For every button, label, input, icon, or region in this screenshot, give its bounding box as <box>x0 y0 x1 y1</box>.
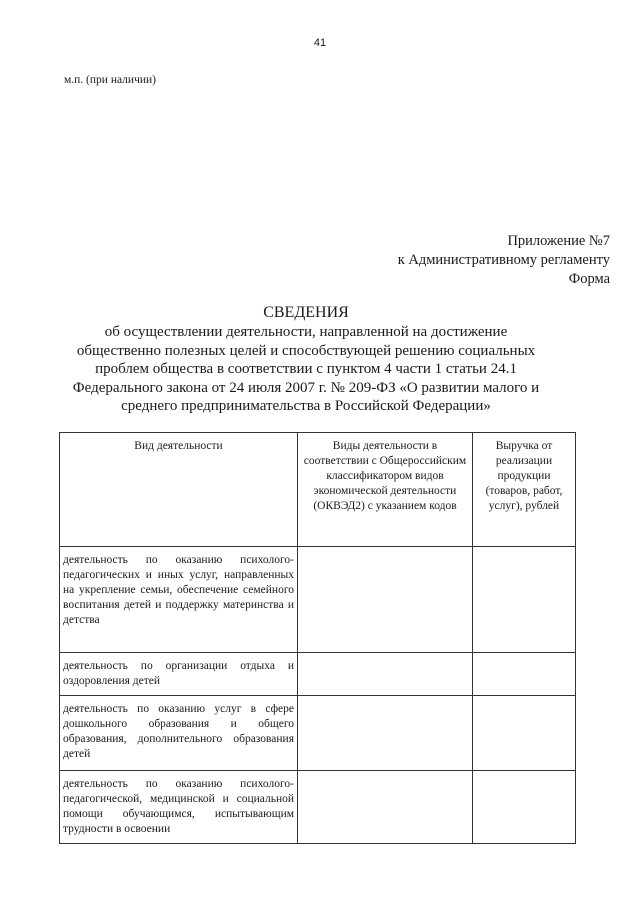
revenue-cell[interactable] <box>473 771 576 844</box>
header-okved: Виды деятельности в соответствии с Общероссийским классификатором видов экономической деятельности (ОКВЭД2) с указанием кодов <box>298 433 473 547</box>
revenue-cell[interactable] <box>473 696 576 771</box>
table-row <box>60 653 576 696</box>
appendix-number: Приложение №7 <box>507 233 610 249</box>
table-row <box>60 771 576 844</box>
appendix-form-label: Форма <box>568 271 610 287</box>
okved-cell[interactable] <box>298 696 473 771</box>
title-line: проблем общества в соответствии с пунктом 4 части 1 статьи 24.1 <box>95 361 517 377</box>
title-line: об осуществлении деятельности, направленной на достижение <box>104 324 508 340</box>
appendix-regulation: к Административному регламенту <box>397 252 610 268</box>
activity-cell: деятельность по оказанию психолого-педагогической, медицинской и социальной помощи обучающимся, испытывающим трудности в освоении <box>60 771 298 844</box>
activity-cell: деятельность по организации отдыха и оздоровления детей <box>60 653 298 696</box>
appendix-block <box>398 232 610 289</box>
table-header-row <box>60 433 576 547</box>
title-line: Федерального закона от 24 июля 2007 г. № 209-ФЗ «О развитии малого и <box>72 379 540 396</box>
title-line: общественно полезных целей и способствующей решению социальных <box>76 342 536 359</box>
table-row <box>60 547 576 653</box>
activity-cell: деятельность по оказанию услуг в сфере дошкольного образования и общего образования, дополнительного образования детей <box>60 696 298 771</box>
okved-cell[interactable] <box>298 653 473 696</box>
activity-table <box>59 432 576 844</box>
header-activity: Вид деятельности <box>60 433 298 547</box>
revenue-cell[interactable] <box>473 653 576 696</box>
title-line: среднего предпринимательства в Российской Федерации» <box>121 398 491 414</box>
title-heading: СВЕДЕНИЯ <box>263 304 349 321</box>
stamp-note: м.п. (при наличии) <box>64 74 156 86</box>
page-number: 41 <box>313 37 327 49</box>
okved-cell[interactable] <box>298 547 473 653</box>
revenue-cell[interactable] <box>473 547 576 653</box>
activity-cell: деятельность по оказанию психолого-педагогических и иных услуг, направленных на укрепление семьи, обеспечение семейного воспитания детей и поддержку материнства и детства <box>60 547 298 653</box>
okved-cell[interactable] <box>298 771 473 844</box>
table-row <box>60 696 576 771</box>
document-title <box>60 303 552 416</box>
header-revenue: Выручка от реализации продукции (товаров, работ, услуг), рублей <box>473 433 576 547</box>
